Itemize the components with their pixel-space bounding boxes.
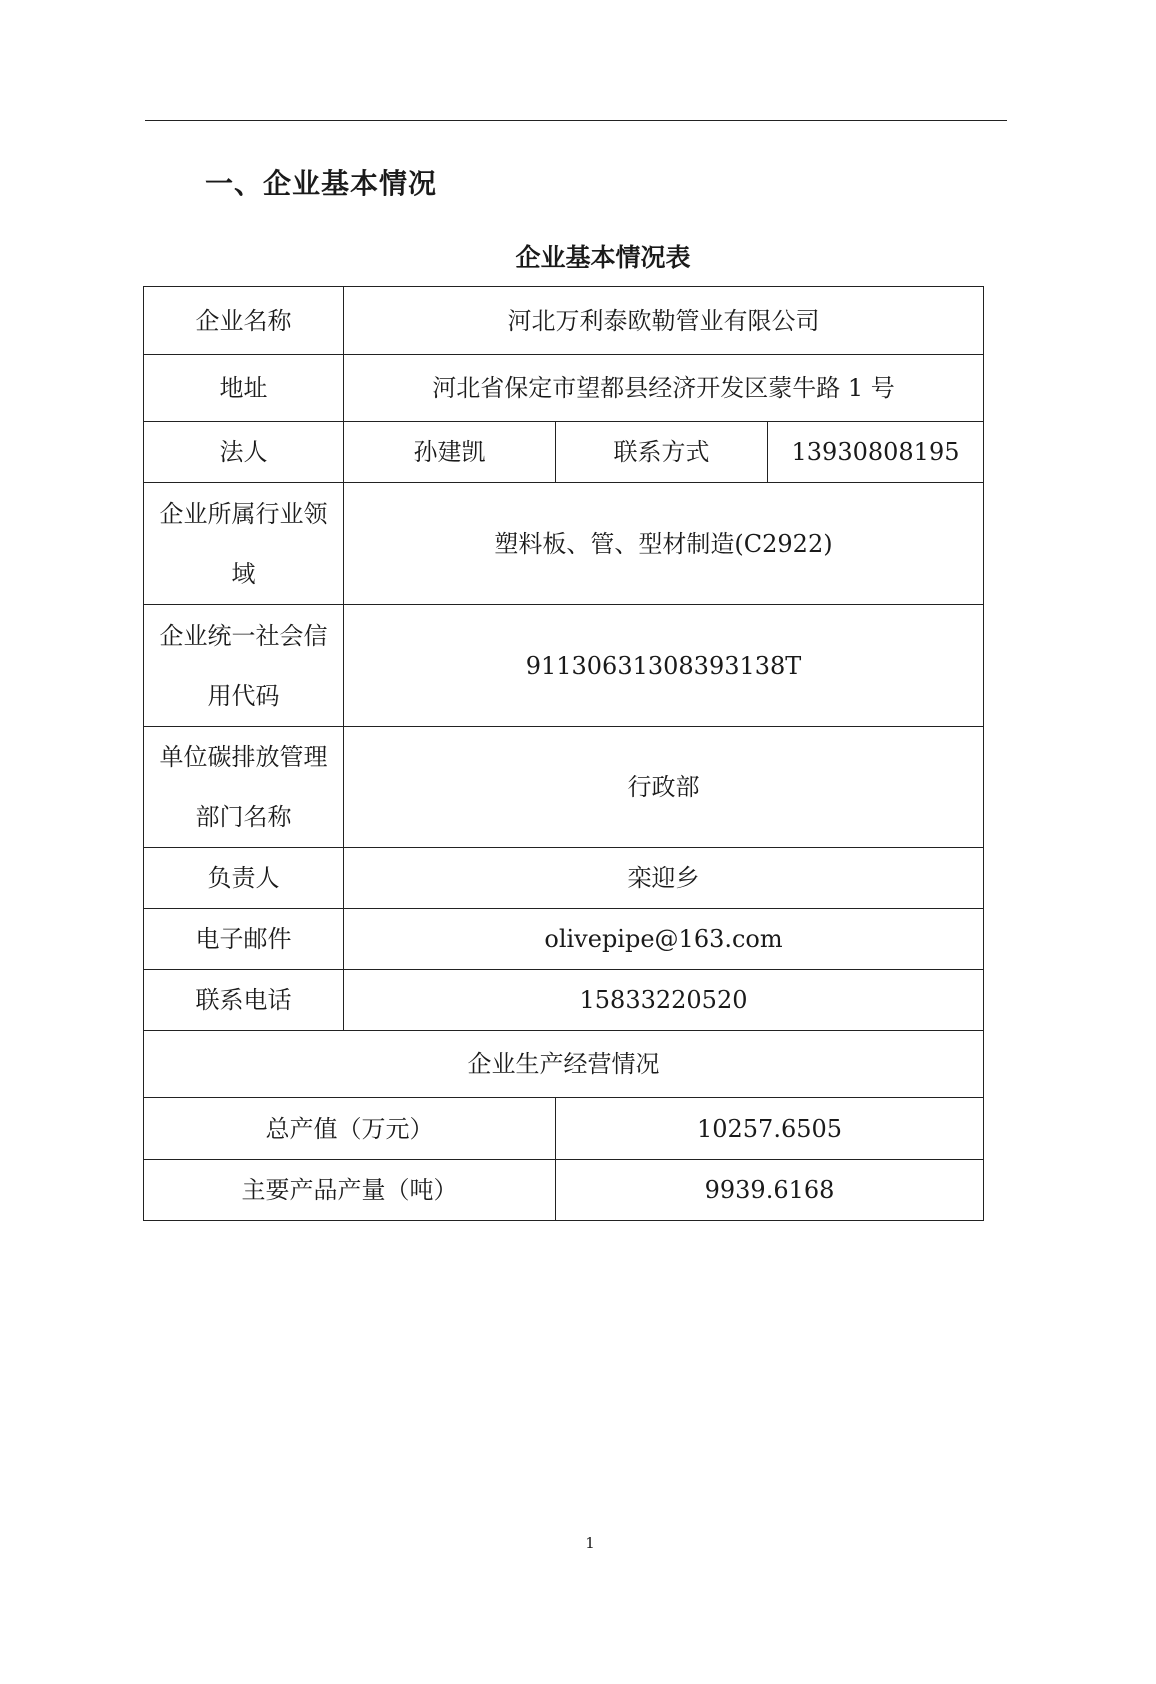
address-label: 地址: [144, 355, 344, 422]
phone-label: 联系电话: [144, 970, 344, 1031]
dept-label: 单位碳排放管理部门名称: [144, 727, 344, 848]
responsible-value: 栾迎乡: [344, 848, 984, 909]
output-value-label: 总产值（万元）: [144, 1098, 556, 1160]
contact-label: 联系方式: [556, 422, 768, 483]
table-row: [144, 422, 984, 483]
contact-value: 13930808195: [768, 422, 984, 483]
company-info-table: [143, 286, 984, 1221]
page-number: 1: [585, 1534, 595, 1552]
operations-title: 企业生产经营情况: [144, 1031, 984, 1098]
table-row: [144, 848, 984, 909]
credit-code-label: 企业统一社会信用代码: [144, 605, 344, 727]
credit-code-value: 91130631308393138T: [344, 605, 984, 727]
dept-value: 行政部: [344, 727, 984, 848]
table-row: [144, 1098, 984, 1160]
address-value: 河北省保定市望都县经济开发区蒙牛路 1 号: [344, 355, 984, 422]
email-value: olivepipe@163.com: [344, 909, 984, 970]
table-row: [144, 355, 984, 422]
phone-value: 15833220520: [344, 970, 984, 1031]
product-output-label: 主要产品产量（吨）: [144, 1160, 556, 1221]
company-name-value: 河北万利泰欧勒管业有限公司: [344, 287, 984, 355]
output-value-value: 10257.6505: [556, 1098, 984, 1160]
company-name-label: 企业名称: [144, 287, 344, 355]
header-rule: [145, 120, 1007, 121]
table-row: [144, 605, 984, 727]
table-row: [144, 970, 984, 1031]
industry-value: 塑料板、管、型材制造(C2922): [344, 483, 984, 605]
legal-person-label: 法人: [144, 422, 344, 483]
table-row: [144, 1160, 984, 1221]
product-output-value: 9939.6168: [556, 1160, 984, 1221]
responsible-label: 负责人: [144, 848, 344, 909]
table-row: [144, 287, 984, 355]
table-row: [144, 483, 984, 605]
table-row: [144, 909, 984, 970]
table-row: [144, 1031, 984, 1098]
legal-person-value: 孙建凯: [344, 422, 556, 483]
section-heading: 一、企业基本情况: [205, 167, 438, 200]
email-label: 电子邮件: [144, 909, 344, 970]
industry-label: 企业所属行业领域: [144, 483, 344, 605]
table-row: [144, 727, 984, 848]
table-title: 企业基本情况表: [515, 243, 691, 272]
